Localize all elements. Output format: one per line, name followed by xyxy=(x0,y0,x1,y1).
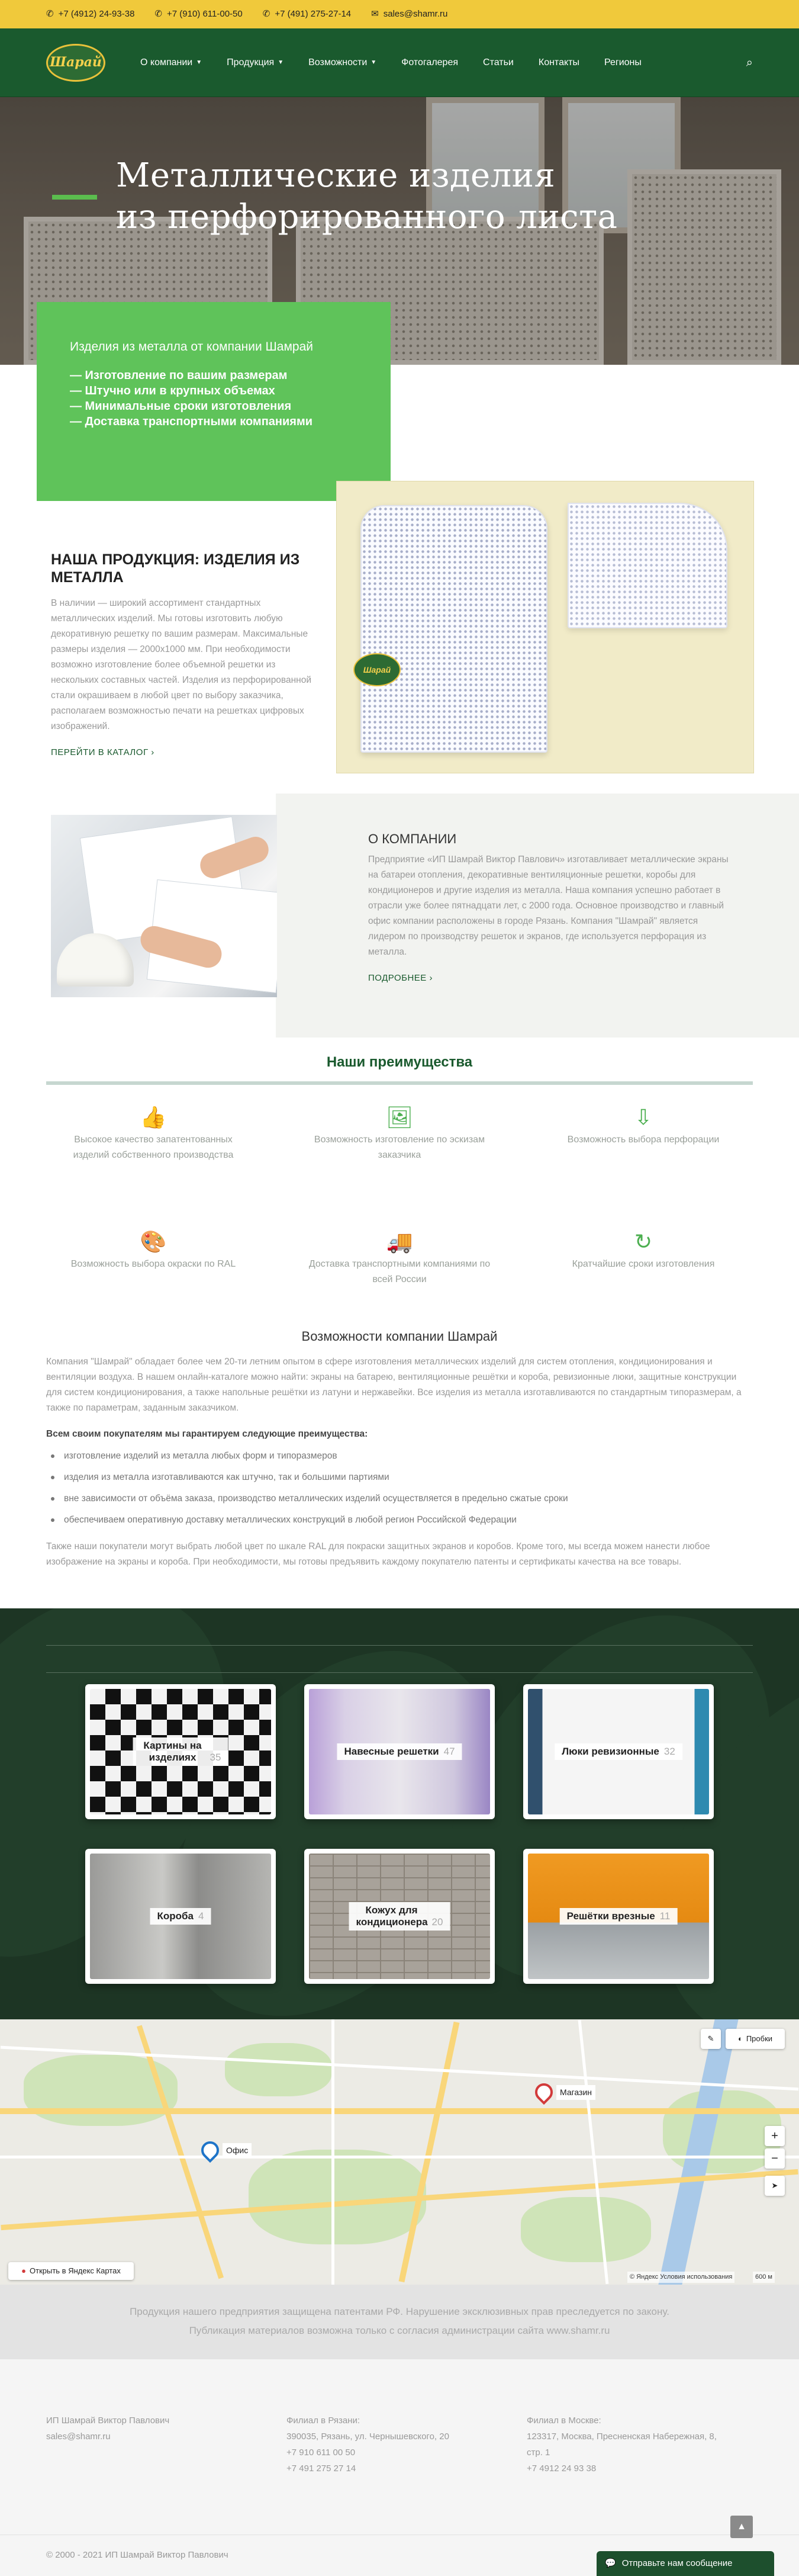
phone-contact[interactable]: ✆ +7 (491) 275-27-14 xyxy=(263,8,351,21)
category-label: Решётки врезные 11 xyxy=(560,1908,678,1925)
possibilities-title: Возможности компании Шамрай xyxy=(301,1329,498,1344)
features-title: Изделия из металла от компании Шамрай xyxy=(70,340,313,354)
products-section xyxy=(51,551,311,760)
nav-item-contacts[interactable]: Контакты xyxy=(538,57,579,68)
category-card[interactable] xyxy=(304,1684,495,1819)
nav-item-gallery[interactable]: Фотогалерея xyxy=(401,57,459,68)
nav-item-possibilities[interactable]: Возможности ▼ xyxy=(308,57,377,68)
chevron-up-icon: ▲ xyxy=(737,2522,746,2532)
map-terms[interactable]: © Яндекс Условия использования xyxy=(627,2272,734,2283)
company-logo[interactable]: Шарай xyxy=(46,44,105,82)
category-label: Навесные решетки 47 xyxy=(337,1743,462,1760)
phone-icon: ✆ xyxy=(262,8,270,19)
zoom-in-button[interactable]: + xyxy=(765,2126,785,2146)
about-image xyxy=(51,815,277,997)
features-box xyxy=(37,302,391,501)
category-label: Кожух для кондиционера 20 xyxy=(349,1902,450,1931)
products-image xyxy=(336,481,754,773)
advantage-item: 🚚 Доставка транспортными компаниями по всей России xyxy=(302,1234,497,1287)
footer xyxy=(0,2359,799,2576)
divider xyxy=(46,1081,753,1085)
category-card[interactable] xyxy=(85,1684,276,1819)
footer-company: ИП Шамрай Виктор Павлович sales@shamr.ru xyxy=(46,2413,169,2445)
traffic-button[interactable]: ◐ Пробки xyxy=(726,2029,785,2049)
list-item: изделия из металла изготавливаются как штучно, так и большими партиями xyxy=(46,1467,753,1488)
category-label: Люки ревизионные 32 xyxy=(555,1743,682,1760)
footer-phone[interactable]: +7 491 275 27 14 xyxy=(286,2463,356,2474)
nav-menu xyxy=(128,56,654,70)
scroll-to-top-button[interactable] xyxy=(730,2516,753,2538)
nav-item-regions[interactable]: Регионы xyxy=(604,57,642,68)
list-item: изготовление изделий из металла любых форм и типоразмеров xyxy=(46,1446,753,1467)
phone-icon: ✆ xyxy=(46,8,54,19)
about-text: Предприятие «ИП Шамрай Виктор Павлович» изготавливает металлические экраны на батареи отопления, декоративные вентиляционные решетки, коробы для кондиционеров и другие изделия из металла. Наша компания успешно работает в отрасли уже более пятнадцати лет, с 2000 года. Основное производство и главный офис компании расположены в городе Рязань. Компания "Шамрай" является лидером по производству решеток и экранов, где используется перфорация из металла. xyxy=(368,855,729,957)
product-logo: Шарай xyxy=(353,653,401,686)
nav-item-products[interactable]: Продукция ▼ xyxy=(227,57,284,68)
radiator-cover-image xyxy=(568,503,727,628)
category-card[interactable] xyxy=(85,1849,276,1984)
chat-widget[interactable]: 💬 Отправьте нам сообщение xyxy=(597,2551,774,2576)
footer-moscow-branch: Филиал в Москве: 123317, Москва, Пресненская Набережная, 8, стр. 1 +7 4912 24 93 38 xyxy=(527,2413,758,2477)
copyright: © 2000 - 2021 ИП Шамрай Виктор Павлович xyxy=(46,2550,228,2560)
shop-marker[interactable]: Магазин xyxy=(535,2083,595,2101)
phone-contact[interactable]: ✆ +7 (910) 611-00-50 xyxy=(154,8,242,21)
main-navigation xyxy=(0,28,799,97)
map-pin-icon: ● xyxy=(21,2266,27,2276)
hero-title: Металлические изделия из перфорированного листа xyxy=(116,156,618,236)
traffic-icon: ◐ xyxy=(737,2034,743,2044)
location-map[interactable] xyxy=(0,2019,799,2285)
guarantee-list xyxy=(46,1446,753,1531)
palette-icon: 🎨 xyxy=(140,1229,167,1254)
patent-notice: Продукция нашего предприятия защищена патентами РФ. Нарушение эксклюзивных прав преследуется по закону. Публикация материалов возможна только с согласия администрации сайта www.shamr.ru xyxy=(0,2285,799,2359)
feature-item: — Изготовление по вашим размерам xyxy=(70,369,288,382)
footer-email[interactable]: sales@shamr.ru xyxy=(46,2432,111,2442)
about-section xyxy=(368,829,729,985)
refresh-icon: ↻ xyxy=(634,1229,653,1254)
list-item: вне зависимости от объёма заказа, производство металлических изделий осуществляется в предельно сжатые сроки xyxy=(46,1488,753,1509)
phone-contact[interactable]: ✆ +7 (4912) 24-93-38 xyxy=(46,8,134,21)
caret-down-icon: ▼ xyxy=(278,59,284,66)
open-in-yandex-link[interactable]: ● Открыть в Яндекс Картах xyxy=(8,2262,134,2280)
chat-icon: 💬 xyxy=(605,2558,616,2568)
possibilities-intro: Компания "Шамрай" обладает более чем 20-ти летним опытом в сфере изготовления металлических изделий для систем отопления, кондиционирования и вентиляции воздуха. В нашем онлайн-каталоге можно найти: экраны на батарею, вентиляционные решётки и короба, ревизионные люки, защитные конструкции для систем кондиционирования, а также напольные решётки из латуни и нержавейки. Все изделия из металла изготавливаются по стандартным типоразмерам, а также по параметрам, заданным заказчиком. xyxy=(46,1357,742,1413)
map-pin-icon xyxy=(198,2138,223,2163)
products-text: В наличии — широкий ассортимент стандартных металлических изделий. Мы готовы изготовить любую декоративную решетку по вашим размерам. Максимальные размеры изделия — 2000х1000 мм. При необходимости возможно изготовление более объемной решетки из нескольких составных частей. Изделия из перфорированной стали окрашиваем в любой цвет по выбору заказчика, располагаем возможностью печати на решетках цифровых изображений. xyxy=(51,598,312,731)
category-image xyxy=(309,1689,490,1814)
download-icon: ⇩ xyxy=(634,1105,653,1129)
feature-item: — Штучно или в крупных объемах xyxy=(70,384,275,397)
phone-icon: ✆ xyxy=(154,8,162,19)
advantage-item: ⇩ Возможность выбора перфорации xyxy=(546,1110,741,1148)
truck-icon: 🚚 xyxy=(386,1229,413,1254)
advantage-item: 🎨 Возможность выбора окраски по RAL xyxy=(56,1234,251,1272)
category-card[interactable] xyxy=(523,1849,714,1984)
map-pin-icon xyxy=(531,2080,556,2105)
feature-item: — Доставка транспортными компаниями xyxy=(70,415,313,428)
mail-icon: ✉ xyxy=(371,8,379,19)
categories-section xyxy=(0,1608,799,2019)
advantages-title: Наши преимущества xyxy=(326,1054,473,1070)
category-label: Короба 4 xyxy=(150,1908,211,1925)
hero-accent-bar xyxy=(52,195,97,200)
top-contact-bar xyxy=(0,0,799,28)
advantage-item: ↻ Кратчайшие сроки изготовления xyxy=(546,1234,741,1272)
nav-item-articles[interactable]: Статьи xyxy=(483,57,514,68)
caret-down-icon: ▼ xyxy=(196,59,202,66)
category-image xyxy=(528,1689,709,1814)
products-heading: НАША ПРОДУКЦИЯ: ИЗДЕЛИЯ ИЗ МЕТАЛЛА xyxy=(51,551,300,586)
category-image xyxy=(90,1689,271,1814)
guarantee-heading: Всем своим покупателям мы гарантируем следующие преимущества: xyxy=(46,1429,368,1439)
radiator-screen-image xyxy=(360,505,547,753)
caret-down-icon: ▼ xyxy=(370,59,377,66)
list-item: обеспечиваем оперативную доставку металлических конструкций в любой регион Российской Федерации xyxy=(46,1509,753,1531)
about-heading: О КОМПАНИИ xyxy=(368,831,457,846)
office-marker[interactable]: Офис xyxy=(201,2141,252,2159)
feature-item: — Минимальные сроки изготовления xyxy=(70,400,292,413)
category-image xyxy=(90,1854,271,1979)
map-scale: 600 м xyxy=(753,2272,775,2283)
email-contact[interactable]: ✉ sales@shamr.ru xyxy=(371,8,447,21)
category-image xyxy=(309,1854,490,1979)
category-card[interactable] xyxy=(304,1849,495,1984)
chevron-right-icon: › xyxy=(429,973,433,983)
category-image xyxy=(528,1854,709,1979)
category-card[interactable] xyxy=(523,1684,714,1819)
thumbs-up-icon: 👍 xyxy=(140,1105,167,1129)
image-icon: 🖼 xyxy=(386,1105,413,1129)
nav-item-about[interactable]: О компании ▼ xyxy=(140,57,202,68)
footer-ryazan-branch: Филиал в Рязани: 390035, Рязань, ул. Чернышевского, 20 +7 910 611 00 50 +7 491 275 27 14 xyxy=(286,2413,449,2477)
footer-phone[interactable]: +7 4912 24 93 38 xyxy=(527,2463,597,2474)
possibilities-section xyxy=(46,1326,753,1570)
about-more-link[interactable]: ПОДРОБНЕЕ › xyxy=(368,973,433,983)
advantage-item: 🖼 Возможность изготовление по эскизам заказчика xyxy=(302,1110,497,1163)
search-icon[interactable]: ⌕ xyxy=(746,56,753,69)
zoom-out-button[interactable]: − xyxy=(765,2148,785,2169)
category-label: Картины на изделиях 35 xyxy=(133,1737,228,1766)
ruler-icon[interactable]: ✎ xyxy=(701,2029,721,2049)
chevron-right-icon: › xyxy=(151,747,154,757)
footer-phone[interactable]: +7 910 611 00 50 xyxy=(286,2447,356,2458)
possibilities-outro: Также наши покупатели могут выбрать любой цвет по шкале RAL для покраски защитных экранов и коробов. Кроме того, мы всегда можем нанести любое изображение на экраны и короба. При необходимости, мы готовы предъявить каждому покупателю патенты и сертификаты качества на все товары. xyxy=(46,1541,710,1567)
advantage-item: 👍 Высокое качество запатентованных изделий собственного производства xyxy=(56,1110,251,1163)
geolocation-icon[interactable]: ➤ xyxy=(765,2176,785,2196)
catalog-link[interactable]: ПЕРЕЙТИ В КАТАЛОГ › xyxy=(51,747,154,757)
